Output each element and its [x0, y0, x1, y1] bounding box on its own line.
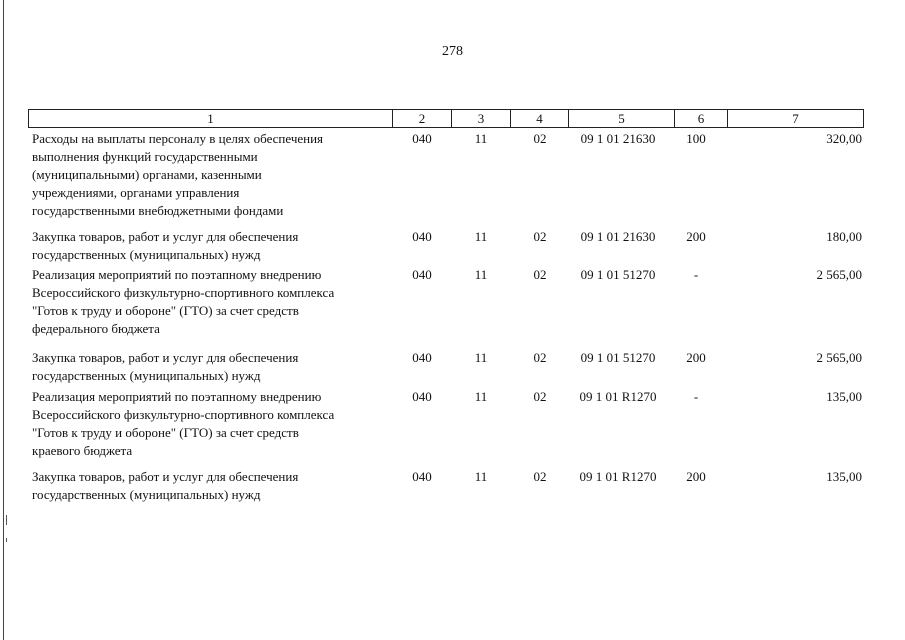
row-code-3: 11 — [474, 229, 488, 244]
row-code-6: 200 — [686, 350, 706, 365]
row-code-3: 11 — [474, 469, 488, 484]
scan-mark — [6, 515, 7, 525]
row-code-4: 02 — [533, 131, 547, 146]
row-code-2: 040 — [412, 469, 432, 484]
row-amount: 135,00 — [826, 469, 862, 484]
row-code-4: 02 — [533, 267, 547, 282]
row-name: Расходы на выплаты персоналу в целях обеспечения выполнения функций государственными (муниципальными) органами, казенными учреждениями, органами управления государственными внебюджетными фондами — [32, 131, 324, 218]
row-code-6: 200 — [686, 229, 706, 244]
row-amount: 2 565,00 — [816, 350, 862, 365]
header-cell-4: 4 — [511, 110, 569, 128]
row-code-2: 040 — [412, 350, 432, 365]
row-code-5: 09 1 01 51270 — [580, 267, 656, 282]
row-code-4: 02 — [533, 469, 547, 484]
row-code-5: 09 1 01 51270 — [580, 350, 656, 365]
row-code-5: 09 1 01 R1270 — [579, 469, 657, 484]
row-code-6: - — [693, 267, 699, 282]
row-code-4: 02 — [533, 350, 547, 365]
row-code-5: 09 1 01 21630 — [580, 131, 656, 146]
row-code-2: 040 — [412, 131, 432, 146]
row-amount: 320,00 — [826, 131, 862, 146]
row-code-6: - — [693, 389, 699, 404]
row-code-3: 11 — [474, 350, 488, 365]
scan-mark — [6, 538, 7, 542]
header-cell-5: 5 — [569, 110, 675, 128]
row-name: Реализация мероприятий по поэтапному внедрению Всероссийского физкультурно-спортивного комплекса "Готов к труду и обороне" (ГТО) за счет средств федерального бюджета — [32, 267, 335, 336]
page-edge-line — [3, 0, 4, 640]
row-name: Реализация мероприятий по поэтапному внедрению Всероссийского физкультурно-спортивного комплекса "Готов к труду и обороне" (ГТО) за счет средств краевого бюджета — [32, 389, 335, 458]
row-code-3: 11 — [474, 131, 488, 146]
row-amount: 180,00 — [826, 229, 862, 244]
row-code-2: 040 — [412, 229, 432, 244]
row-code-3: 11 — [474, 389, 488, 404]
row-code-5: 09 1 01 21630 — [580, 229, 656, 244]
row-code-3: 11 — [474, 267, 488, 282]
header-cell-3: 3 — [452, 110, 511, 128]
row-code-6: 100 — [686, 131, 706, 146]
row-amount: 135,00 — [826, 389, 862, 404]
row-code-5: 09 1 01 R1270 — [579, 389, 657, 404]
row-code-2: 040 — [412, 267, 432, 282]
header-cell-1: 1 — [29, 110, 393, 128]
header-cell-6: 6 — [675, 110, 728, 128]
row-name: Закупка товаров, работ и услуг для обеспечения государственных (муниципальных) нужд — [32, 229, 299, 262]
page-number: 278 — [442, 44, 463, 59]
row-name: Закупка товаров, работ и услуг для обеспечения государственных (муниципальных) нужд — [32, 350, 299, 383]
row-code-4: 02 — [533, 389, 547, 404]
row-code-6: 200 — [686, 469, 706, 484]
column-number-header — [28, 109, 864, 128]
row-name: Закупка товаров, работ и услуг для обеспечения государственных (муниципальных) нужд — [32, 469, 299, 502]
row-code-2: 040 — [412, 389, 432, 404]
row-code-4: 02 — [533, 229, 547, 244]
header-cell-2: 2 — [393, 110, 452, 128]
row-amount: 2 565,00 — [816, 267, 862, 282]
header-cell-7: 7 — [728, 110, 864, 128]
